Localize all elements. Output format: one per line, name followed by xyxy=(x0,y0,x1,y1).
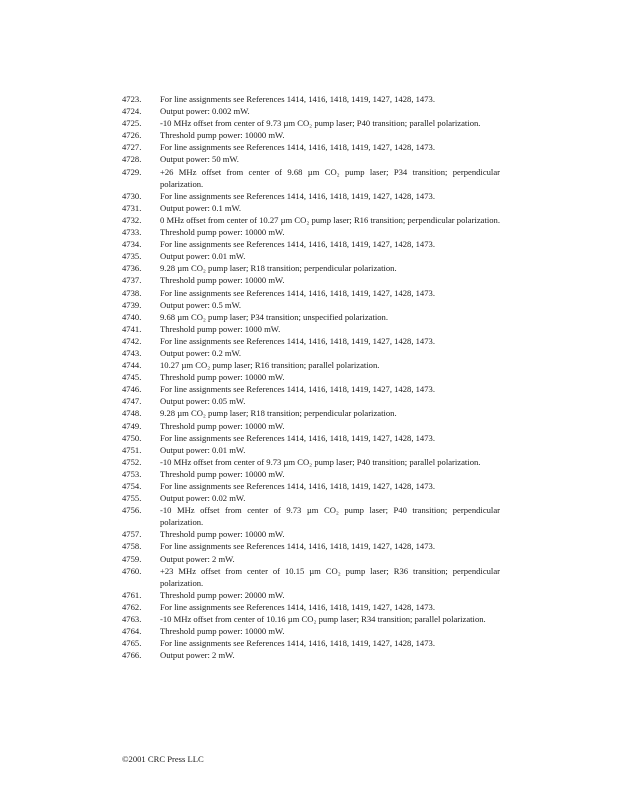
note-text: For line assignments see References 1414, 1416, 1418, 1419, 1427, 1428, 1473. xyxy=(160,287,435,298)
note-item xyxy=(122,407,500,419)
note-item xyxy=(122,395,500,407)
note-text: -10 MHz offset from center of 9.73 µm CO₂ pump laser; P40 transition; parallel polarization. xyxy=(160,456,481,467)
note-number: 4747. xyxy=(122,396,142,407)
note-number: 4729. xyxy=(122,166,142,177)
note-item xyxy=(122,190,500,202)
note-text: Output power: 0.01 mW. xyxy=(160,251,246,262)
note-number: 4761. xyxy=(122,589,142,600)
note-text: +23 MHz offset from center of 10.15 µm CO₂ pump laser; R36 transition; perpendicular polarization. xyxy=(160,565,500,588)
note-number: 4755. xyxy=(122,493,142,504)
note-text: +26 MHz offset from center of 9.68 µm CO₂ pump laser; P34 transition; perpendicular polarization. xyxy=(160,166,500,189)
note-item xyxy=(122,238,500,250)
note-number: 4759. xyxy=(122,553,142,564)
note-item xyxy=(122,492,500,504)
note-item xyxy=(122,504,500,528)
note-item xyxy=(122,226,500,238)
note-number: 4740. xyxy=(122,311,142,322)
note-number: 4745. xyxy=(122,372,142,383)
note-text: Output power: 0.05 mW. xyxy=(160,396,246,407)
note-number: 4730. xyxy=(122,190,142,201)
note-text: Threshold pump power: 10000 mW. xyxy=(160,420,285,431)
note-number: 4757. xyxy=(122,529,142,540)
note-item xyxy=(122,347,500,359)
note-number: 4753. xyxy=(122,468,142,479)
note-number: 4741. xyxy=(122,323,142,334)
note-item xyxy=(122,93,500,105)
note-text: Output power: 0.002 mW. xyxy=(160,106,250,117)
note-item xyxy=(122,299,500,311)
note-item xyxy=(122,117,500,129)
note-item xyxy=(122,153,500,165)
note-item xyxy=(122,214,500,226)
note-item xyxy=(122,480,500,492)
note-item xyxy=(122,649,500,661)
note-item xyxy=(122,553,500,565)
note-item xyxy=(122,202,500,214)
note-number: 4751. xyxy=(122,444,142,455)
note-number: 4752. xyxy=(122,456,142,467)
note-number: 4765. xyxy=(122,638,142,649)
note-item xyxy=(122,637,500,649)
note-number: 4762. xyxy=(122,601,142,612)
note-number: 4731. xyxy=(122,202,142,213)
note-item xyxy=(122,625,500,637)
note-item xyxy=(122,601,500,613)
note-number: 4744. xyxy=(122,360,142,371)
note-number: 4764. xyxy=(122,626,142,637)
note-text: 9.68 µm CO₂ pump laser; P34 transition; unspecified polarization. xyxy=(160,311,389,322)
note-text: For line assignments see References 1414, 1416, 1418, 1419, 1427, 1428, 1473. xyxy=(160,384,435,395)
note-number: 4723. xyxy=(122,94,142,104)
note-text: Threshold pump power: 10000 mW. xyxy=(160,468,285,479)
note-item xyxy=(122,589,500,601)
note-number: 4758. xyxy=(122,541,142,552)
note-number: 4738. xyxy=(122,287,142,298)
note-text: Output power: 2 mW. xyxy=(160,553,235,564)
note-number: 4736. xyxy=(122,263,142,274)
note-text: Output power: 0.1 mW. xyxy=(160,202,242,213)
note-item xyxy=(122,323,500,335)
notes-list xyxy=(122,93,500,661)
note-text: For line assignments see References 1414, 1416, 1418, 1419, 1427, 1428, 1473. xyxy=(160,94,435,104)
note-number: 4763. xyxy=(122,614,142,625)
note-item xyxy=(122,371,500,383)
note-text: For line assignments see References 1414, 1416, 1418, 1419, 1427, 1428, 1473. xyxy=(160,601,435,612)
note-number: 4727. xyxy=(122,142,142,153)
note-item xyxy=(122,311,500,323)
note-text: 10.27 µm CO₂ pump laser; R16 transition; parallel polarization. xyxy=(160,360,380,371)
note-item xyxy=(122,528,500,540)
note-text: -10 MHz offset from center of 10.16 µm CO₂ pump laser; R34 transition; parallel polarization. xyxy=(160,614,486,625)
note-item xyxy=(122,129,500,141)
note-text: Output power: 2 mW. xyxy=(160,650,235,661)
note-item xyxy=(122,444,500,456)
note-number: 4742. xyxy=(122,335,142,346)
note-text: Threshold pump power: 10000 mW. xyxy=(160,626,285,637)
note-text: For line assignments see References 1414, 1416, 1418, 1419, 1427, 1428, 1473. xyxy=(160,335,435,346)
note-number: 4756. xyxy=(122,505,142,516)
note-item xyxy=(122,287,500,299)
copyright-footer: ©2001 CRC Press LLC xyxy=(122,754,204,764)
note-text: For line assignments see References 1414, 1416, 1418, 1419, 1427, 1428, 1473. xyxy=(160,481,435,491)
note-text: -10 MHz offset from center of 9.73 µm CO₂ pump laser; P40 transition; perpendicular polarization. xyxy=(160,505,500,528)
note-text: Threshold pump power: 10000 mW. xyxy=(160,275,285,286)
note-text: Threshold pump power: 1000 mW. xyxy=(160,323,281,334)
note-number: 4739. xyxy=(122,299,142,310)
note-item xyxy=(122,141,500,153)
note-item xyxy=(122,456,500,468)
note-text: For line assignments see References 1414, 1416, 1418, 1419, 1427, 1428, 1473. xyxy=(160,541,435,552)
note-text: 0 MHz offset from center of 10.27 µm CO₂ pump laser; R16 transition; perpendicular polarization. xyxy=(160,214,500,225)
note-item xyxy=(122,613,500,625)
note-item xyxy=(122,468,500,480)
note-text: Output power: 0.02 mW. xyxy=(160,493,246,504)
note-number: 4735. xyxy=(122,251,142,262)
note-text: Threshold pump power: 20000 mW. xyxy=(160,589,285,600)
note-item xyxy=(122,565,500,589)
note-text: 9.28 µm CO₂ pump laser; R18 transition; perpendicular polarization. xyxy=(160,408,397,419)
note-text: -10 MHz offset from center of 9.73 µm CO₂ pump laser; P40 transition; parallel polarization. xyxy=(160,118,481,129)
note-text: For line assignments see References 1414, 1416, 1418, 1419, 1427, 1428, 1473. xyxy=(160,432,435,443)
note-number: 4734. xyxy=(122,239,142,250)
note-item xyxy=(122,250,500,262)
note-text: Threshold pump power: 10000 mW. xyxy=(160,529,285,540)
note-item xyxy=(122,420,500,432)
note-number: 4724. xyxy=(122,106,142,117)
note-text: Threshold pump power: 10000 mW. xyxy=(160,130,285,141)
note-number: 4733. xyxy=(122,227,142,238)
note-text: For line assignments see References 1414, 1416, 1418, 1419, 1427, 1428, 1473. xyxy=(160,638,435,649)
note-text: Output power: 50 mW. xyxy=(160,154,239,165)
note-item xyxy=(122,335,500,347)
note-number: 4746. xyxy=(122,384,142,395)
note-item xyxy=(122,540,500,552)
note-item xyxy=(122,383,500,395)
note-number: 4754. xyxy=(122,481,142,491)
note-item xyxy=(122,166,500,190)
note-item xyxy=(122,274,500,286)
note-text: Output power: 0.5 mW. xyxy=(160,299,242,310)
note-number: 4737. xyxy=(122,275,142,286)
note-number: 4725. xyxy=(122,118,142,129)
note-number: 4760. xyxy=(122,565,142,576)
note-number: 4749. xyxy=(122,420,142,431)
note-text: Threshold pump power: 10000 mW. xyxy=(160,227,285,238)
note-number: 4728. xyxy=(122,154,142,165)
note-number: 4732. xyxy=(122,214,142,225)
note-text: Output power: 0.01 mW. xyxy=(160,444,246,455)
note-number: 4743. xyxy=(122,347,142,358)
note-text: Output power: 0.2 mW. xyxy=(160,347,242,358)
note-text: For line assignments see References 1414, 1416, 1418, 1419, 1427, 1428, 1473. xyxy=(160,190,435,201)
note-item xyxy=(122,359,500,371)
note-item xyxy=(122,432,500,444)
note-text: Threshold pump power: 10000 mW. xyxy=(160,372,285,383)
note-text: For line assignments see References 1414, 1416, 1418, 1419, 1427, 1428, 1473. xyxy=(160,142,435,153)
note-item xyxy=(122,105,500,117)
note-item xyxy=(122,262,500,274)
note-number: 4748. xyxy=(122,408,142,419)
note-text: 9.28 µm CO₂ pump laser; R18 transition; perpendicular polarization. xyxy=(160,263,397,274)
note-number: 4766. xyxy=(122,650,142,661)
note-text: For line assignments see References 1414, 1416, 1418, 1419, 1427, 1428, 1473. xyxy=(160,239,435,250)
note-number: 4726. xyxy=(122,130,142,141)
note-number: 4750. xyxy=(122,432,142,443)
